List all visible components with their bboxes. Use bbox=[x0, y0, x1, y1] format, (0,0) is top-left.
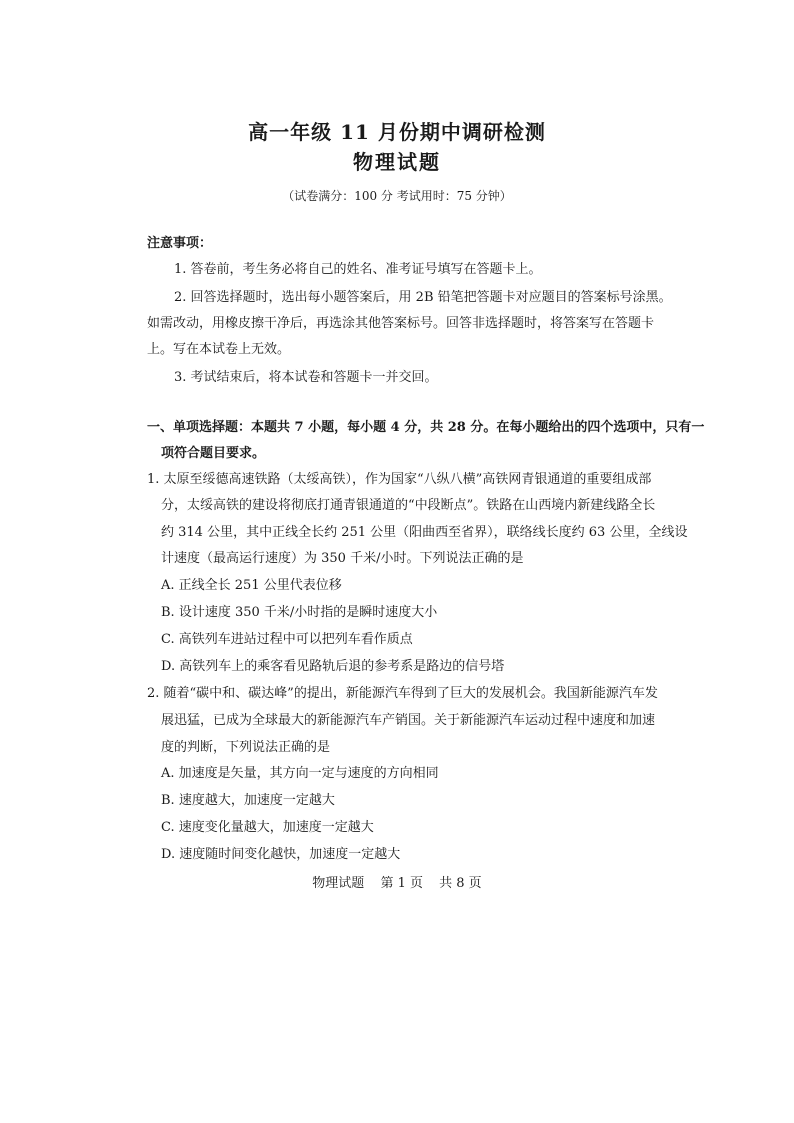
question-1-option-c: C. 高铁列车进站过程中可以把列车看作质点 bbox=[161, 632, 413, 647]
footer-subject: 物理试题 bbox=[312, 876, 365, 891]
question-1-text: 计速度（最高运行速度）为 350 千米/小时。下列说法正确的是 bbox=[161, 551, 524, 566]
exam-info: （试卷满分：100 分 考试用时：75 分钟） bbox=[282, 189, 512, 203]
footer-page-number: 第 1 页 bbox=[380, 876, 423, 891]
question-2-text: 展迅猛，已成为全球最大的新能源汽车产销国。关于新能源汽车运动过程中速度和加速 bbox=[161, 713, 656, 728]
question-1-option-a: A. 正线全长 251 公里代表位移 bbox=[161, 578, 342, 593]
question-1-option-b: B. 设计速度 350 千米/小时指的是瞬时速度大小 bbox=[161, 605, 438, 620]
question-1-option-d: D. 高铁列车上的乘客看见路轨后退的参考系是路边的信号塔 bbox=[161, 659, 505, 674]
exam-title: 高一年级 11 月份期中调研检测 bbox=[248, 120, 546, 144]
question-2-text: 度的判断，下列说法正确的是 bbox=[161, 740, 331, 755]
question-1-text: 分，太绥高铁的建设将彻底打通青银通道的“中段断点”。铁路在山西境内新建线路全长 bbox=[161, 498, 656, 513]
note-line: 3. 考试结束后，将本试卷和答题卡一并交回。 bbox=[174, 370, 438, 385]
section-heading-cont: 项符合题目要求。 bbox=[161, 446, 266, 461]
question-2-option-a: A. 加速度是矢量，其方向一定与速度的方向相同 bbox=[161, 766, 439, 781]
question-2-option-d: D. 速度随时间变化越快，加速度一定越大 bbox=[161, 847, 401, 862]
note-line: 上。写在本试卷上无效。 bbox=[147, 342, 291, 357]
question-1-text: 约 314 公里，其中正线全长约 251 公里（阳曲西至省界），联络线长度约 63 公里，全线设 bbox=[161, 525, 688, 540]
notes-heading: 注意事项： bbox=[147, 236, 213, 251]
note-line: 2. 回答选择题时，选出每小题答案后，用 2B 铅笔把答题卡对应题目的答案标号涂黑。 bbox=[174, 290, 672, 305]
question-2-option-b: B. 速度越大，加速度一定越大 bbox=[161, 793, 335, 808]
question-1-text: 1. 太原至绥德高速铁路（太绥高铁），作为国家“八纵八横”高铁网青银通道的重要组成部 bbox=[147, 472, 652, 487]
note-line: 1. 答卷前，考生务必将自己的姓名、准考证号填写在答题卡上。 bbox=[174, 262, 542, 277]
note-line: 如需改动，用橡皮擦干净后，再选涂其他答案标号。回答非选择题时，将答案写在答题卡 bbox=[147, 316, 655, 331]
exam-subject: 物理试题 bbox=[353, 150, 441, 174]
footer-total-pages: 共 8 页 bbox=[439, 876, 482, 891]
question-2-text: 2. 随着“碳中和、碳达峰”的提出，新能源汽车得到了巨大的发展机会。我国新能源汽车发 bbox=[147, 686, 658, 701]
question-2-option-c: C. 速度变化量越大，加速度一定越大 bbox=[161, 820, 374, 835]
section-heading: 一、单项选择题：本题共 7 小题，每小题 4 分，共 28 分。在每小题给出的四个选项中，只有一 bbox=[147, 420, 705, 435]
page-footer bbox=[0, 872, 794, 891]
